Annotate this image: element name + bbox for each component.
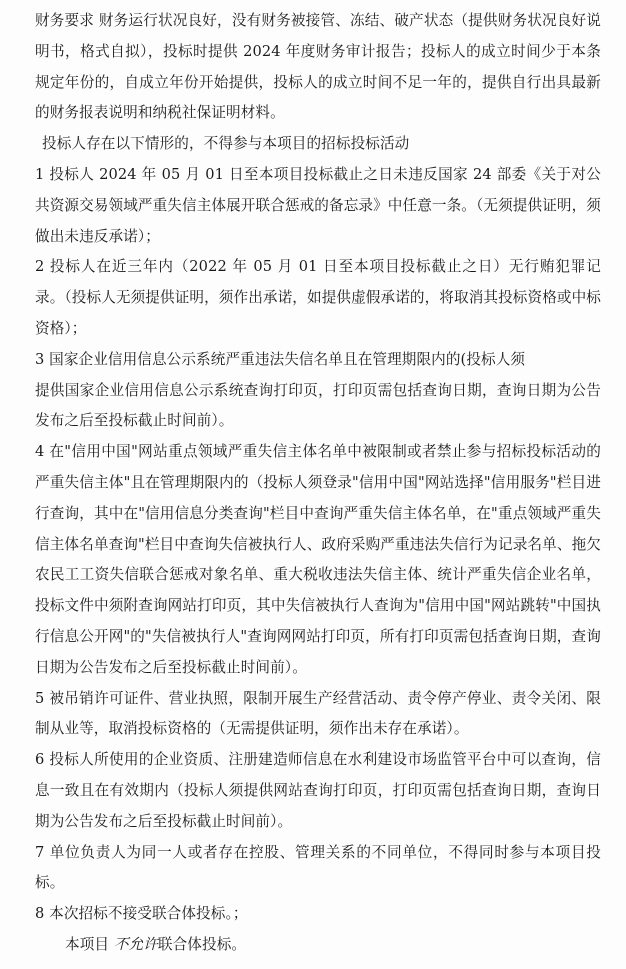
consortium-suffix: 联合体投标。 bbox=[157, 935, 247, 953]
paragraph-item-3b: 提供国家企业信用信息公示系统查询打印页，打印页需包括查询日期，查询日期为公告发布之后至投标截止时间前）。 bbox=[35, 381, 601, 430]
paragraph-item-7: 7 单位负责人为同一人或者存在控股、管理关系的不同单位，不得同时参与本项目投标。 bbox=[35, 843, 601, 892]
paragraph-item-6: 6 投标人所使用的企业资质、注册建造师信息在水利建设市场监管平台中可以查询，信息一致且在有效期内（投标人须提供网站查询打印页，打印页需包括查询日期，查询日期为公告发布之后至投标截止时间前）。 bbox=[35, 751, 601, 830]
consortium-not-allowed: 不允许 bbox=[113, 935, 158, 953]
paragraph-item-4: 4 在"信用中国"网站重点领域严重失信主体名单中被限制或者禁止参与招标投标活动的严重失信主体"且在管理期限内的（投标人须登录"信用中国"网站选择"信用服务"栏目进行查询，其中在"信用信息分类查询"栏目中查询严重失信主体名单，在"重点领域严重失信主体名单查询"栏目中查询失信被执行人、政府采购严重违法失信行为记录名单、拖欠农民工工资失信联合惩戒对象名单、重大税收违法失信主体、统计严重失信企业名单，投标文件中须附查询网站打印页，其中失信被执行人查询为"信用中国"网站跳转"中国执行信息公开网"的"失信被执行人"查询网网站打印页，所有打印页需包括查询日期，查询日期为公告发布之后至投标截止时间前）。 bbox=[35, 443, 601, 676]
paragraph-item-8: 8 本次招标不接受联合体投标。； bbox=[35, 905, 248, 923]
paragraph-financial-requirements: 财务要求 财务运行状况良好，没有财务被接管、冻结、破产状态（提供财务状况良好说明书，格式自拟），投标时提供 2024 年度财务审计报告；投标人的成立时间少于本条规定年份的，自成立年份开始提供，投标人的成立时间不足一年的，提供自行出具最新的财务报表说明和纳税社保证明材料。 bbox=[35, 12, 601, 122]
paragraph-item-5: 5 被吊销许可证件、营业执照，限制开展生产经营活动、责令停产停业、责令关闭、限制从业等，取消投标资格的（无需提供证明，须作出未存在承诺）。 bbox=[35, 689, 601, 738]
paragraph-consortium-note bbox=[35, 930, 601, 961]
document-body bbox=[35, 6, 601, 961]
paragraph-item-3a: 3 国家企业信用信息公示系统严重违法失信名单且在管理期限内的(投标人须 bbox=[35, 350, 526, 368]
paragraph-item-1: 1 投标人 2024 年 05 月 01 日至本项目投标截止之日未违反国家 24 部委《关于对公共资源交易领域严重失信主体展开联合惩戒的备忘录》中任意一条。（无须提供证明，须做出未违反承诺）； bbox=[35, 165, 601, 245]
paragraph-item-2: 2 投标人在近三年内（2022 年 05 月 01 日至本项目投标截止之日）无行贿犯罪记录。（投标人无须提供证明，须作出承诺，如提供虚假承诺的，将取消其投标资格或中标资格）； bbox=[35, 258, 601, 337]
consortium-prefix: 本项目 bbox=[65, 935, 114, 953]
paragraph-exclusion-heading: 投标人存在以下情形的，不得参与本项目的招标投标活动 bbox=[42, 135, 410, 153]
